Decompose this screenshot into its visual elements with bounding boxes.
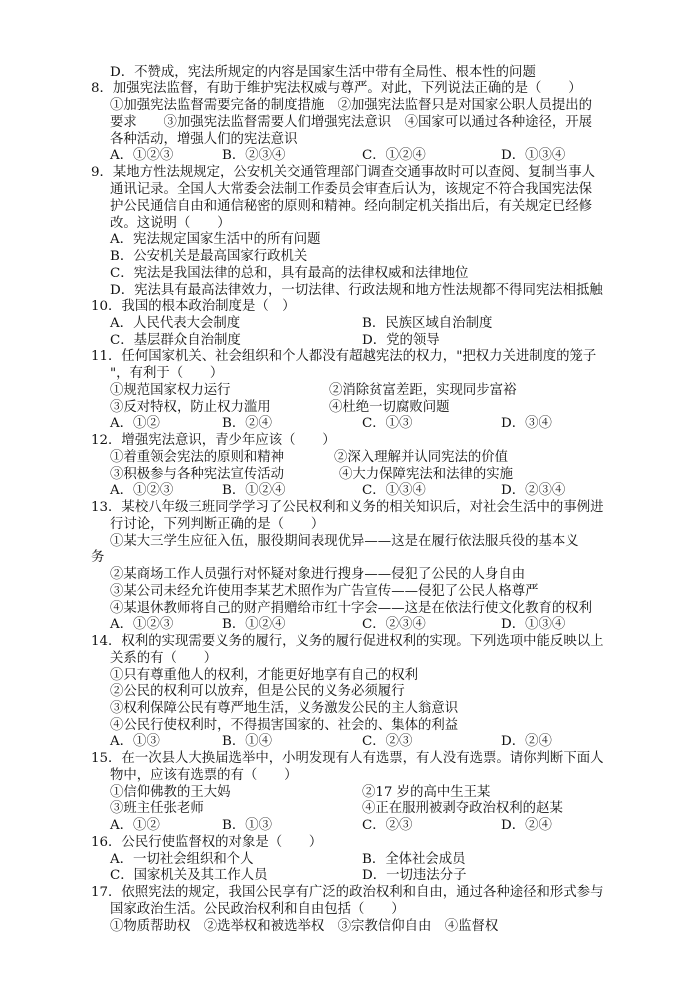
q8-option-a: A．①②③ — [110, 148, 174, 163]
q12-statement-2: ②深入理解并认同宪法的价值 — [334, 450, 509, 465]
q9-line: 改。这说明（ ） — [110, 216, 231, 231]
q13-stem: 13．某校八年级三班同学学习了公民权利和义务的相关知识后，对社会生活中的事例进 — [91, 500, 604, 515]
q8-option-b: B．②③④ — [222, 148, 286, 163]
q13-statement-1: ①某大三学生应征入伍，服役期间表现优异——这是在履行依法服兵役的基本义 — [110, 534, 579, 549]
q8-line: 各种活动，增强人们的宪法意识 — [110, 132, 298, 147]
q14-stem: 14．权利的实现需要义务的履行，义务的履行促进权利的实现。下列选项中能反映以上 — [91, 634, 604, 649]
q14-option-d: D．②④ — [501, 734, 552, 749]
q16-option-a: A．一切社会组织和个人 — [110, 852, 254, 867]
q12-statement-4: ④大力保障宪法和法律的实施 — [339, 467, 514, 482]
q13-option-a: A．①②③ — [110, 617, 174, 632]
q12-statement-1: ①着重领会宪法的原则和精神 — [110, 450, 285, 465]
q12-stem: 12．增强宪法意识，青少年应该（ ） — [91, 433, 336, 448]
q8-stem: 8．加强宪法监督，有助于维护宪法权威与尊严。对此，下列说法正确的是（ ） — [91, 81, 582, 96]
q8-option-c: C．①②④ — [362, 148, 426, 163]
q16-option-c: C．国家机关及其工作人员 — [110, 868, 268, 883]
q15-option-d: D．②④ — [501, 818, 552, 833]
q15-option-b: B．①③ — [222, 818, 273, 833]
q8-line: ①加强宪法监督需要完备的制度措施 ②加强宪法监督只是对国家公职人员提出的 — [110, 98, 593, 113]
q10-option-a: A．人民代表大会制度 — [110, 316, 241, 331]
q13-statement-2: ②某商场工作人员强行对怀疑对象进行搜身——侵犯了公民的人身自由 — [110, 567, 526, 582]
q13-option-c: C．②③④ — [362, 617, 426, 632]
q14-option-a: A．①③ — [110, 734, 160, 749]
q11-statement-3: ③反对特权，防止权力滥用 — [110, 400, 271, 415]
q11-option-a: A．①② — [110, 416, 160, 431]
q9-stem: 9．某地方性法规规定，公安机关交通管理部门调查交通事故时可以查阅、复制当事人 — [91, 165, 595, 180]
q7-option-d: D．不赞成，宪法所规定的内容是国家生活中带有全局性、根本性的问题 — [110, 65, 536, 80]
q11-line: "，有利于（ ） — [110, 366, 224, 381]
q14-statement-3: ③权利保障公民有尊严地生活，义务激发公民的主人翁意识 — [110, 701, 459, 716]
q10-option-d: D．党的领导 — [362, 333, 440, 348]
q14-option-c: C．②③ — [362, 734, 413, 749]
q9-line: 护公民通信自由和通信秘密的原则和精神。经向制定机关指出后，有关规定已经修 — [110, 199, 593, 214]
q16-option-d: D．一切违法分子 — [362, 868, 467, 883]
q9-option-d: D．宪法具有最高法律效力，一切法律、行政法规和地方性法规都不得同宪法相抵触 — [110, 283, 603, 298]
q10-option-c: C．基层群众自治制度 — [110, 333, 241, 348]
q17-statements: ①物质帮助权 ②选举权和被选举权 ③宗教信仰自由 ④监督权 — [110, 919, 499, 934]
q15-statement-1: ①信仰佛教的王大妈 — [110, 785, 231, 800]
q17-stem: 17．依照宪法的规定，我国公民享有广泛的政治权利和自由，通过各种途径和形式参与 — [91, 885, 604, 900]
q12-statement-3: ③积极参与各种宪法宣传活动 — [110, 467, 285, 482]
q14-statement-1: ①只有尊重他人的权利，才能更好地享有自己的权利 — [110, 668, 418, 683]
q15-statement-2: ②17 岁的高中生王某 — [362, 785, 491, 800]
q12-option-a: A．①②③ — [110, 483, 174, 498]
q15-stem: 15．在一次县人大换届选举中，小明发现有人有选票，有人没有选票。请你判断下面人 — [91, 751, 604, 766]
q9-line: 通讯记录。全国人大常委会法制工作委员会审查后认为，该规定不符合我国宪法保 — [110, 182, 593, 197]
q10-stem: 10．我国的根本政治制度是（ ） — [91, 299, 296, 314]
q13-statement-3: ③某公司未经允许使用李某艺术照作为广告宣传——侵犯了公民人格尊严 — [110, 584, 539, 599]
q14-statement-2: ②公民的权利可以放弃，但是公民的义务必须履行 — [110, 684, 405, 699]
q13-statement-1-wrap: 务 — [91, 550, 105, 565]
q11-statement-4: ④杜绝一切腐败问题 — [329, 400, 450, 415]
q14-option-b: B．①④ — [222, 734, 273, 749]
q11-statement-2: ②消除贫富差距，实现同步富裕 — [329, 383, 517, 398]
q11-statement-1: ①规范国家权力运行 — [110, 383, 231, 398]
q12-option-b: B．①②④ — [222, 483, 286, 498]
q14-statement-4: ④公民行使权利时，不得损害国家的、社会的、集体的利益 — [110, 718, 459, 733]
q14-line: 关系的有（ ） — [110, 651, 218, 666]
q11-stem: 11．任何国家机关、社会组织和个人都没有超越宪法的权力，"把权力关进制度的笼子 — [91, 349, 597, 364]
q9-option-b: B．公安机关是最高国家行政机关 — [110, 249, 308, 264]
q12-option-c: C．①③④ — [362, 483, 426, 498]
q15-option-a: A．①② — [110, 818, 160, 833]
q13-option-d: D．①③④ — [501, 617, 566, 632]
q17-line: 国家政治生活。公民政治权利和自由包括（ ） — [110, 902, 405, 917]
q11-option-b: B．②④ — [222, 416, 273, 431]
q13-line: 行讨论，下列判断正确的是（ ） — [110, 517, 325, 532]
q15-statement-3: ③班主任张老师 — [110, 801, 204, 816]
q16-option-b: B．全体社会成员 — [362, 852, 466, 867]
q15-statement-4: ④正在服刑被剥夺政治权利的赵某 — [362, 801, 563, 816]
q15-option-c: C．②③ — [362, 818, 413, 833]
q11-option-c: C．①③ — [362, 416, 413, 431]
q11-option-d: D．③④ — [501, 416, 552, 431]
q13-statement-4: ④某退休教师将自己的财产捐赠给市红十字会——这是在依法行使文化教育的权利 — [110, 601, 593, 616]
q8-option-d: D．①③④ — [501, 148, 566, 163]
q9-option-a: A．宪法规定国家生活中的所有问题 — [110, 232, 321, 247]
q10-option-b: B．民族区域自治制度 — [362, 316, 493, 331]
q8-line: 要求 ③加强宪法监督需要人们增强宪法意识 ④国家可以通过各种途径，开展 — [110, 115, 593, 130]
q13-option-b: B．①②④ — [222, 617, 286, 632]
q16-stem: 16．公民行使监督权的对象是（ ） — [91, 835, 323, 850]
q9-option-c: C．宪法是我国法律的总和，具有最高的法律权威和法律地位 — [110, 266, 469, 281]
q12-option-d: D．②③④ — [501, 483, 566, 498]
q15-line: 物中，应该有选票的有（ ） — [110, 768, 298, 783]
